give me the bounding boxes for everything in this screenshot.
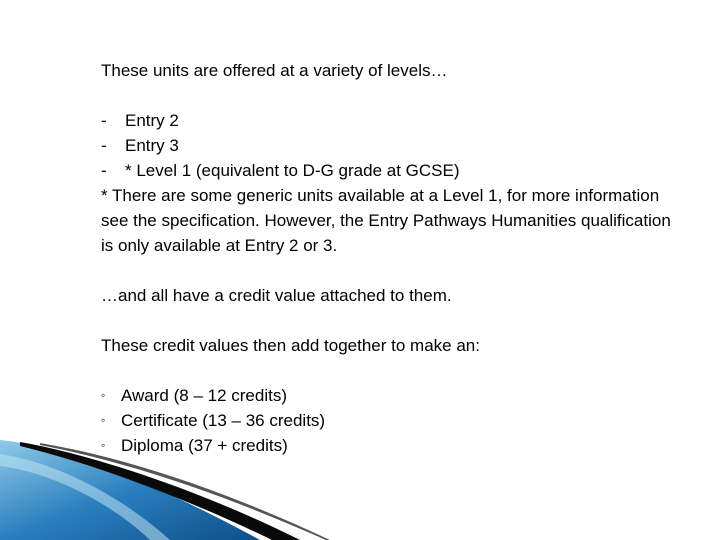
- qualification-label: Diploma (37 + credits): [121, 436, 288, 455]
- circle-bullet-icon: ◦: [101, 413, 106, 427]
- level-label: Entry 3: [125, 136, 179, 155]
- qualification-item: [101, 383, 681, 408]
- level-item: [101, 158, 681, 183]
- total-line: These credit values then add together to make an:: [101, 336, 480, 355]
- credit-line: …and all have a credit value attached to them.: [101, 286, 452, 305]
- spacer: [101, 83, 681, 108]
- spacer: [101, 258, 681, 283]
- qualification-label: Certificate (13 – 36 credits): [121, 411, 326, 430]
- spacer: [101, 308, 681, 333]
- qualification-item: [101, 408, 681, 433]
- spacer: [101, 358, 681, 383]
- level-label: * Level 1 (equivalent to D-G grade at GCSE): [125, 161, 460, 180]
- dash-marker: -: [101, 111, 107, 130]
- dash-marker: -: [101, 136, 107, 155]
- intro-line: These units are offered at a variety of levels…: [101, 61, 448, 80]
- corner-swoosh-decoration: [0, 440, 720, 540]
- circle-bullet-icon: ◦: [101, 388, 106, 402]
- dash-marker: -: [101, 161, 107, 180]
- blue-swoosh: [0, 440, 260, 540]
- circle-bullet-icon: ◦: [101, 438, 106, 452]
- level-label: Entry 2: [125, 111, 179, 130]
- level-item: [101, 133, 681, 158]
- slide-body: [101, 58, 681, 458]
- level-note: * There are some generic units available at a Level 1, for more information see the specification. However, the Entry Pathways Humanities qualification is only available at Entry 2 or 3.: [101, 186, 671, 255]
- qualification-label: Award (8 – 12 credits): [121, 386, 287, 405]
- level-item: [101, 108, 681, 133]
